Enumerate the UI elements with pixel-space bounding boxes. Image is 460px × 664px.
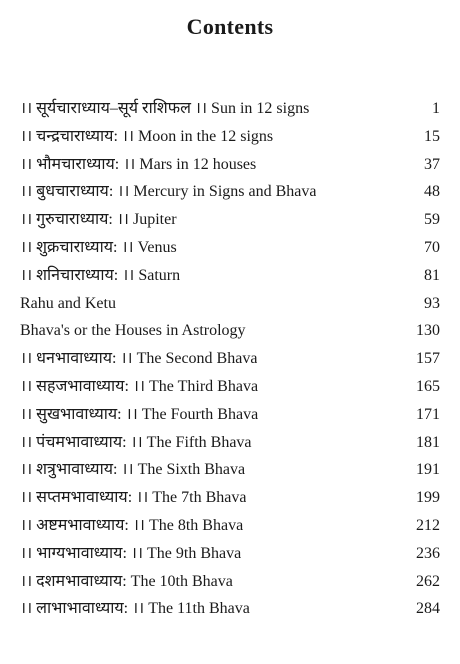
toc-entry: [20, 373, 440, 401]
toc-entry-title: ।। धनभावाध्याय: ।। The Second Bhava: [20, 350, 258, 368]
toc-entry-page-number: 70: [424, 238, 440, 256]
toc-entry-page-number: 284: [416, 600, 440, 618]
toc-entry: [20, 206, 440, 234]
toc-entry-title: ।। सूर्यचाराध्याय–सूर्य राशिफल ।। Sun in 12 signs: [20, 100, 310, 117]
table-of-contents: [20, 95, 440, 623]
toc-entry: [20, 512, 440, 540]
toc-entry-title: Bhava's or the Houses in Astrology: [20, 322, 246, 340]
toc-entry-page-number: 48: [424, 183, 440, 201]
toc-entry-page-number: 15: [424, 127, 440, 145]
toc-entry-page-number: 262: [416, 572, 440, 590]
toc-entry: [20, 456, 440, 484]
toc-entry-page-number: 93: [424, 294, 440, 312]
toc-entry-page-number: 1: [432, 100, 440, 117]
toc-entry-page-number: 37: [424, 155, 440, 173]
toc-entry-page-number: 81: [424, 266, 440, 284]
toc-entry-page-number: 191: [416, 461, 440, 479]
toc-entry-title: ।। सुखभावाध्याय: ।। The Fourth Bhava: [20, 405, 259, 423]
toc-entry: [20, 151, 440, 179]
toc-entry-title: ।। चन्द्रचाराध्याय: ।। Moon in the 12 signs: [20, 127, 274, 145]
toc-entry-page-number: 199: [416, 489, 440, 507]
toc-entry-title: ।। शत्रुभावाध्याय: ।। The Sixth Bhava: [20, 461, 246, 479]
toc-entry: [20, 290, 440, 318]
toc-entry: [20, 345, 440, 373]
toc-entry-page-number: 171: [416, 405, 440, 423]
toc-entry-title: ।। दशमभावाध्याय: The 10th Bhava: [20, 572, 233, 590]
toc-entry: [20, 317, 440, 345]
toc-entry-title: ।। सहजभावाध्याय: ।। The Third Bhava: [20, 377, 259, 395]
toc-entry-page-number: 130: [416, 322, 440, 340]
toc-entry-title: ।। पंचमभावाध्याय: ।। The Fifth Bhava: [20, 433, 252, 451]
toc-entry: [20, 568, 440, 596]
toc-entry-page-number: 165: [416, 377, 440, 395]
toc-entry-title: Rahu and Ketu: [20, 294, 116, 312]
toc-entry-title: ।। भौमचाराध्याय: ।। Mars in 12 houses: [20, 155, 257, 173]
toc-entry-title: ।। भाग्यभावाध्याय: ।। The 9th Bhava: [20, 544, 242, 562]
toc-entry: [20, 123, 440, 151]
toc-entry-title: ।। शनिचाराध्याय: ।। Saturn: [20, 266, 181, 284]
toc-entry-title: ।। शुक्रचाराध्याय: ।। Venus: [20, 238, 177, 256]
toc-entry: [20, 429, 440, 457]
toc-entry-title: ।। सप्तमभावाध्याय: ।। The 7th Bhava: [20, 489, 247, 507]
toc-entry: [20, 95, 440, 123]
toc-entry: [20, 595, 440, 623]
toc-entry-title: ।। अष्टमभावाध्याय: ।। The 8th Bhava: [20, 516, 244, 534]
toc-entry: [20, 178, 440, 206]
toc-entry-page-number: 181: [416, 433, 440, 451]
toc-entry-title: ।। बुधचाराध्याय: ।। Mercury in Signs and Bhava: [20, 183, 317, 201]
toc-entry: [20, 262, 440, 290]
toc-entry: [20, 401, 440, 429]
toc-entry-page-number: 212: [416, 516, 440, 534]
toc-entry: [20, 540, 440, 568]
toc-entry-title: ।। गुरुचाराध्याय: ।। Jupiter: [20, 211, 177, 229]
toc-entry-page-number: 157: [416, 350, 440, 368]
toc-entry-title: ।। लाभाभावाध्याय: ।। The 11th Bhava: [20, 600, 250, 618]
toc-entry-page-number: 236: [416, 544, 440, 562]
toc-entry: [20, 234, 440, 262]
toc-entry: [20, 484, 440, 512]
toc-entry-page-number: 59: [424, 211, 440, 229]
page-title: Contents: [186, 14, 274, 39]
